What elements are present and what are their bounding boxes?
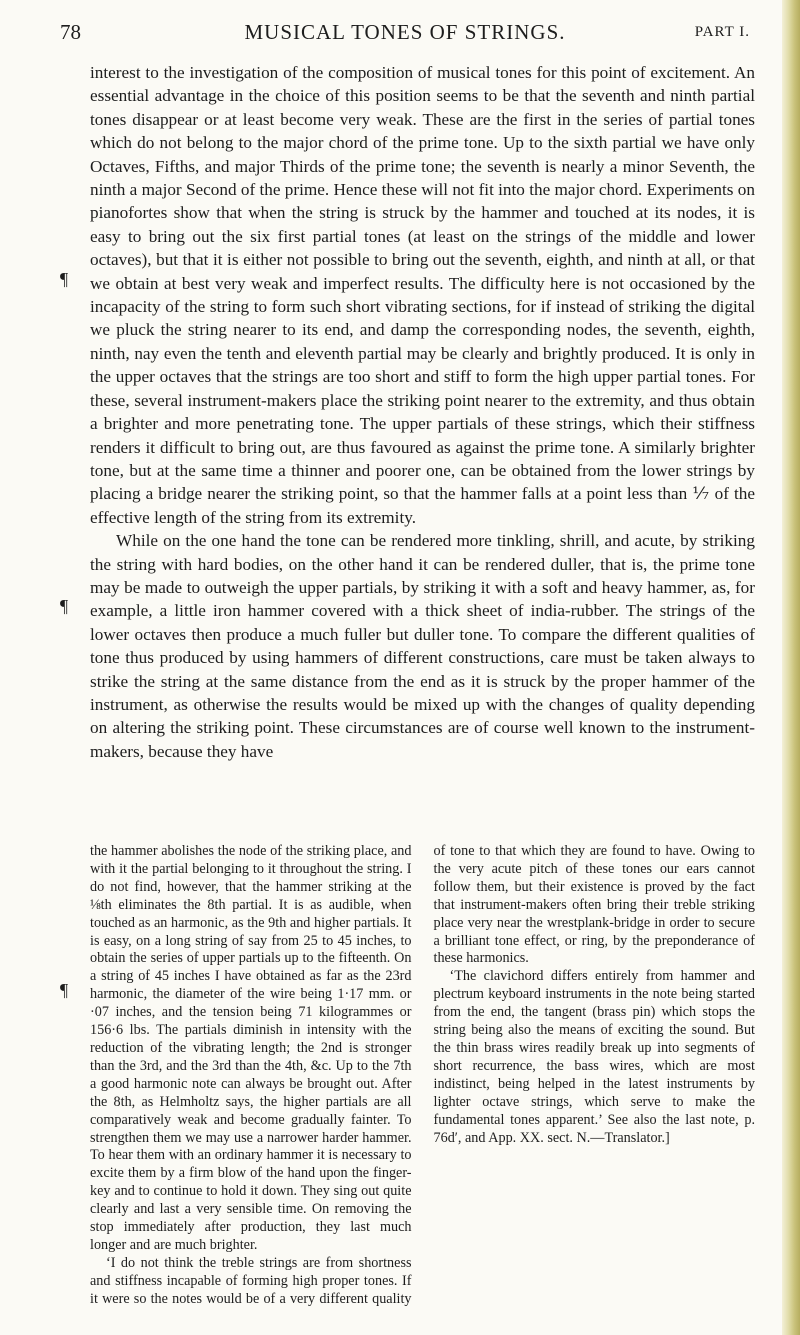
footnote-paragraph: ‘The clavichord differs entirely from hammer and plectrum keyboard instruments in the note being started from the end, the tangent (brass pin) which stops the string being also the means of exciting the sound. But the thin brass wires readily break up into segments of short recurrence, the bass wires, which are most indistinct, being helped in the latest instruments by lighter octave strings, which serve to make the fundamental tones apparent.’ See also the last note, p. 76d′, and App. XX. sect. N.—Translator.]	[433, 968, 755, 1146]
body-paragraph: While on the one hand the tone can be rendered more tinkling, shrill, and acute, by striking the string with hard bodies, on the other hand it can be rendered duller, that is, the prime tone may be made to outweigh the upper partials, by striking it with a soft and heavy hammer, as, for example, a little iron hammer covered with a thick sheet of india-rubber. The strings of the lower octaves then produce a much fuller but duller tone. To compare the different qualities of tone thus produced by using hammers of different constructions, care must be taken always to strike the string at the same distance from the end as it is struck by the proper hammer of the instrument, as otherwise the results would be mixed up with the changes of quality depending on altering the striking point. These circumstances are of course well known to the instrument-makers, because they have	[90, 531, 755, 761]
margin-pilcrow: ¶	[60, 596, 69, 616]
footnote-paragraph: the hammer abolishes the node of the striking place, and with it the partial belonging to it throughout the string. I do not find, however, that the hammer striking at the ⅛th eliminates the 8th partial. It is as audible, when touched as an harmonic, as the 9th and higher partials. It is easy, on a long string of say from 25 to 45 inches, to obtain the series of upper partials up to the fifteenth. On a string of 45 inches I have obtained as far as the 23rd harmonic, the diameter of the wire being 1·17 mm. or ·07 inches, and the tension being 71 kilogrammes or 156·6 lbs. The partials diminish in intensity with the reduction of the vibrating length; the 2nd is stronger than the 3rd, and the 3rd than the 4th, &c. Up to the 7th a good harmonic note can always be brought out. After the 8th, as Helmholtz says, the higher partials are all comparatively weak and become gradually fainter. To strengthen them we may use a narrower harder hammer. To hear them with an ordinary hammer it is necessary to excite them by a firm blow of the hand upon the finger-key and to continue to hold it down. They sing out quite clearly and last a very sensible time. On removing the stop immediately after production, they last much longer and are much brighter.	[90, 843, 412, 1253]
page-header	[60, 20, 750, 50]
margin-pilcrow: ¶	[60, 980, 69, 1000]
page-edge	[782, 0, 800, 1335]
part-label: PART I.	[694, 24, 750, 40]
main-body-text	[90, 61, 755, 763]
footnotes	[90, 843, 755, 1313]
footnote-paragraph: ‘I do not think the treble strings are from shortness and stiffness incapable of forming high proper tones. If it were so the notes would be of a very different quality of tone to that which they are found to have. Owing to the very acute pitch of these tones our ears cannot follow them, but their existence is proved by the fact that instrument-makers often bring their treble striking place very near the wrestplank-bridge in order to secure a brilliant tone effect, or ring, by the preponderance of these harmonics.	[90, 843, 755, 1307]
page-number: 78	[60, 20, 81, 44]
margin-pilcrow: ¶	[60, 269, 69, 289]
running-title: MUSICAL TONES OF STRINGS.	[244, 20, 566, 44]
body-paragraph: interest to the investigation of the composition of musical tones for this point of excitement. An essential advantage in the choice of this position seems to be that the seventh and ninth partial tones disappear or at least become very weak. These are the first in the series of partial tones which do not belong to the major chord of the prime tone. Up to the sixth partial we have only Octaves, Fifths, and major Thirds of the prime tone; the seventh is nearly a minor Seventh, the ninth a major Second of the prime. Hence these will not fit into the major chord. Experiments on pianofortes show that when the string is struck by the hammer and touched at its nodes, it is easy to bring out the six first partial tones (at least on the strings of the middle and lower octaves), but that it is either not possible to bring out the seventh, eighth, and ninth at all, or that we obtain at best very weak and imperfect results. The difficulty here is not occasioned by the incapacity of the string to form such short vibrating sections, for if instead of striking the digital we pluck the string nearer to its end, and damp the corresponding nodes, the seventh, eighth, ninth, nay even the tenth and eleventh partial may be clearly and brightly produced. It is only in the upper octaves that the strings are too short and stiff to form the high upper partial tones. For these, several instrument-makers place the striking point nearer to the extremity, and thus obtain a brighter and more penetrating tone. The upper partials of these strings, which their stiffness renders it difficult to bring out, are thus favoured as against the prime tone. A similarly brighter tone, but at the same time a thinner and poorer one, can be obtained from the lower strings by placing a bridge nearer the striking point, so that the hammer falls at a point less than ⅐ of the effective length of the string from its extremity.	[90, 63, 755, 527]
